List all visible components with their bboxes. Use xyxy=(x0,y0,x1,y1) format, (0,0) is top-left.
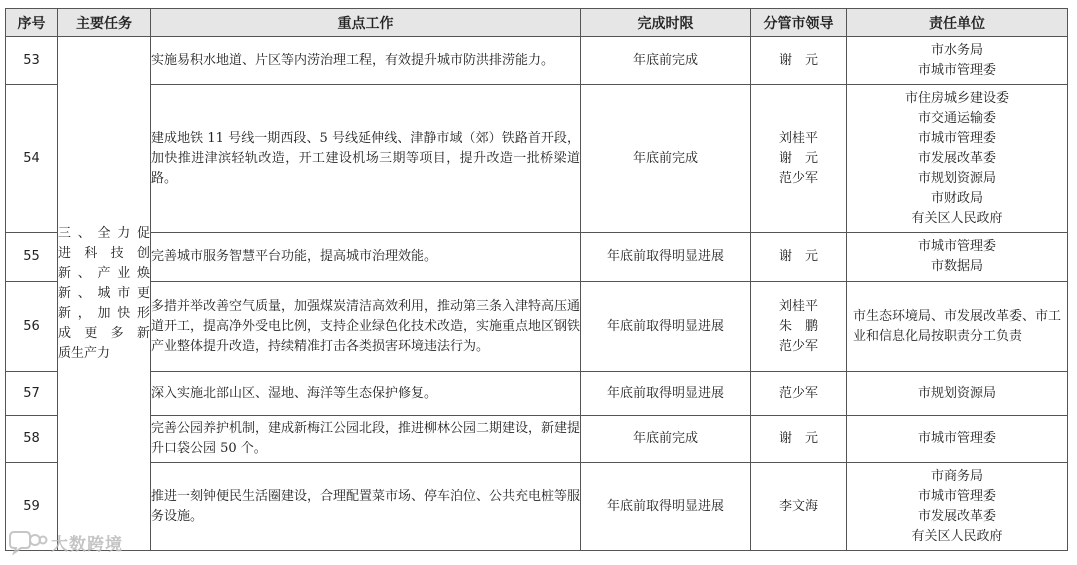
row-deadline: 年底前取得明显进展 xyxy=(581,233,751,282)
main-task-cell xyxy=(58,37,151,551)
row-units xyxy=(847,416,1068,463)
unit-name: 市规划资源局 xyxy=(917,170,996,186)
main-task-line: 新、产业焕 xyxy=(58,265,150,281)
table-row xyxy=(6,37,1068,85)
table-row xyxy=(6,416,1068,463)
row-leaders xyxy=(751,37,847,85)
row-units xyxy=(847,85,1068,233)
unit-name: 市住房城乡建设委 xyxy=(904,90,1009,106)
row-units: 市生态环境局、市发展改革委、市工业和信息化局按职责分工负责 xyxy=(847,282,1068,372)
leader-name: 朱 鹏 xyxy=(778,318,818,334)
header-seq: 序号 xyxy=(6,9,58,37)
leader-name: 刘桂平 xyxy=(778,298,818,314)
header-deadline: 完成时限 xyxy=(581,9,751,37)
leader-name: 范少军 xyxy=(778,385,818,401)
row-leaders xyxy=(751,463,847,551)
key-tasks-table xyxy=(5,8,1068,551)
row-leaders xyxy=(751,85,847,233)
row-leaders xyxy=(751,372,847,416)
row-units xyxy=(847,372,1068,416)
table-row xyxy=(6,372,1068,416)
unit-name: 市发展改革委 xyxy=(917,150,996,166)
row-work: 实施易积水地道、片区等内涝治理工程，有效提升城市防洪排涝能力。 xyxy=(151,37,581,85)
leader-name: 范少军 xyxy=(778,170,818,186)
unit-name: 市城市管理委 xyxy=(917,62,996,78)
row-work: 完善公园养护机制，建成新梅江公园北段，推进柳林公园二期建设，新建提升口袋公园 50 个。 xyxy=(151,416,581,463)
row-work: 推进一刻钟便民生活圈建设，合理配置菜市场、停车泊位、公共充电桩等服务设施。 xyxy=(151,463,581,551)
leader-name: 谢 元 xyxy=(778,431,818,446)
row-leaders xyxy=(751,233,847,282)
row-seq: 55 xyxy=(6,233,58,282)
row-leaders xyxy=(751,416,847,463)
row-seq: 56 xyxy=(6,282,58,372)
row-units xyxy=(847,463,1068,551)
row-deadline: 年底前完成 xyxy=(581,37,751,85)
row-work: 完善城市服务智慧平台功能，提高城市治理效能。 xyxy=(151,233,581,282)
row-deadline: 年底前取得明显进展 xyxy=(581,282,751,372)
leader-name: 谢 元 xyxy=(778,249,818,264)
row-work: 多措并举改善空气质量，加强煤炭清洁高效利用，推动第三条入津特高压通道开工，提高净外受电比例，支持企业绿色化技术改造，实施重点地区钢铁产业整体提升改造，持续精准打击各类损害环境违法行为。 xyxy=(151,282,581,372)
row-seq: 54 xyxy=(6,85,58,233)
leader-name: 刘桂平 xyxy=(778,130,818,146)
unit-name: 市水务局 xyxy=(930,42,983,58)
main-task-line: 新、城市更 xyxy=(58,285,150,301)
row-seq: 57 xyxy=(6,372,58,416)
unit-name: 市城市管理委 xyxy=(917,488,996,504)
header-key-work: 重点工作 xyxy=(151,9,581,37)
main-task-line: 质生产力 xyxy=(58,345,111,361)
row-deadline: 年底前取得明显进展 xyxy=(581,463,751,551)
unit-name: 有关区人民政府 xyxy=(911,210,1003,226)
unit-name: 市商务局 xyxy=(930,468,983,484)
unit-name: 市城市管理委 xyxy=(917,130,996,146)
table-row xyxy=(6,85,1068,233)
header-main-task: 主要任务 xyxy=(58,9,151,37)
unit-name: 有关区人民政府 xyxy=(911,528,1003,544)
row-work: 建成地铁 11 号线一期西段、5 号线延伸线、津静市域（郊）铁路首开段，加快推进津滨轻轨改造，开工建设机场三期等项目，提升改造一批桥梁道路。 xyxy=(151,85,581,233)
main-task-line: 三、全力促 xyxy=(58,225,150,241)
row-seq: 58 xyxy=(6,416,58,463)
row-deadline: 年底前完成 xyxy=(581,85,751,233)
leader-name: 谢 元 xyxy=(778,150,818,166)
leader-name: 李文海 xyxy=(778,498,818,514)
chat-bubble-logo-icon xyxy=(8,529,48,555)
leader-name: 范少军 xyxy=(778,338,818,354)
watermark-text: 大数跨境 xyxy=(51,534,123,555)
row-deadline: 年底前完成 xyxy=(581,416,751,463)
watermark xyxy=(8,529,123,555)
row-seq: 59 xyxy=(6,463,58,551)
row-deadline: 年底前取得明显进展 xyxy=(581,372,751,416)
unit-name: 市交通运输委 xyxy=(917,110,996,126)
main-task-line: 成 更 多 新 xyxy=(58,325,150,341)
row-units xyxy=(847,37,1068,85)
unit-name: 市发展改革委 xyxy=(917,508,996,524)
unit-name: 市城市管理委 xyxy=(917,431,996,446)
main-task-line: 新，加快形 xyxy=(58,305,150,321)
leader-name: 谢 元 xyxy=(778,52,818,68)
main-task-line: 进 科 技 创 xyxy=(58,245,150,261)
row-leaders xyxy=(751,282,847,372)
row-work: 深入实施北部山区、湿地、海洋等生态保护修复。 xyxy=(151,372,581,416)
header-responsible-unit: 责任单位 xyxy=(847,9,1068,37)
unit-name: 市财政局 xyxy=(930,190,983,206)
header-leader: 分管市领导 xyxy=(751,9,847,37)
row-seq: 53 xyxy=(6,37,58,85)
table-row xyxy=(6,282,1068,372)
table-row xyxy=(6,463,1068,551)
row-units xyxy=(847,233,1068,282)
header-row xyxy=(6,9,1068,37)
unit-name: 市数据局 xyxy=(930,259,983,274)
unit-name: 市城市管理委 xyxy=(917,239,996,254)
unit-name: 市规划资源局 xyxy=(917,385,996,401)
table-row xyxy=(6,233,1068,282)
